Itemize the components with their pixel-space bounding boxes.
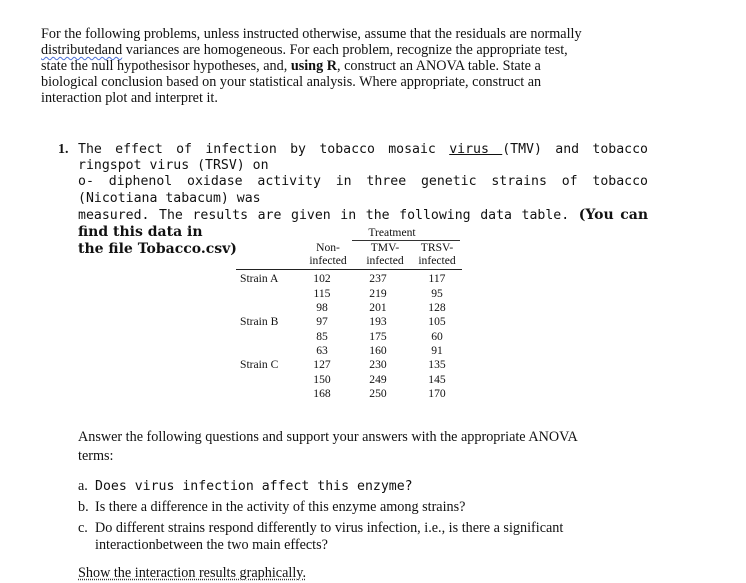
strain-a-non-values: 102 115 98 xyxy=(313,272,331,314)
strain-a-label: Strain A xyxy=(240,272,279,285)
strain-a-tmv-values: 237 219 201 xyxy=(369,272,387,314)
treatment-header: Treatment xyxy=(368,226,416,239)
show-interaction-instruction: Show the interaction results graphically. xyxy=(78,565,306,581)
intro-line-4: biological conclusion based on your statistical analysis. Where appropriate, construct an xyxy=(41,74,542,91)
strain-b-label: Strain B xyxy=(240,315,279,328)
strain-c-label: Strain C xyxy=(240,358,279,371)
strain-c-tmv-values: 230 249 250 xyxy=(369,358,387,400)
strain-b-tmv-values: 193 175 160 xyxy=(369,315,387,357)
intro-line-2: distributedand variances are homogeneous. For each problem, recognize the appropriate test, xyxy=(41,42,568,59)
problem-number: 1. xyxy=(58,142,69,157)
answer-line-1: Answer the following questions and support your answers with the appropriate ANOVA xyxy=(78,429,578,445)
strain-b-trsv-values: 105 60 91 xyxy=(428,315,446,357)
intro-line-5: interaction plot and interpret it. xyxy=(41,90,218,107)
header-rule xyxy=(236,269,462,270)
col-header-tmv-infected: TMV- infected xyxy=(366,241,404,267)
answer-line-2: terms: xyxy=(78,448,114,464)
spelling-flag[interactable]: distributedand xyxy=(41,42,123,59)
strain-c-trsv-values: 135 145 170 xyxy=(428,358,446,400)
intro-line-1: For the following problems, unless instructed otherwise, assume that the residuals are normally xyxy=(41,26,582,42)
strain-a-trsv-values: 117 95 128 xyxy=(428,272,446,314)
problem-text: The effect of infection by tobacco mosaic virus (TMV) and tobacco ringspot virus (TRSV) on o- diphenol oxidase activity in three genetic strains of tobacco (Nicotiana tabacum) was measured. The results are given in the following data table. (You can find this data in the file Tobacco.csv) xyxy=(78,142,648,258)
col-header-non-infected: Non- infected xyxy=(309,241,347,267)
answer-instructions xyxy=(78,428,646,466)
col-header-trsv-infected: TRSV- infected xyxy=(418,241,456,267)
virus-word: virus xyxy=(449,142,503,157)
strain-c-non-values: 127 150 168 xyxy=(313,358,331,400)
intro-paragraph xyxy=(41,26,649,106)
intro-line-3: state the null hypothesisor hypotheses, and, using R, construct an ANOVA table. State a xyxy=(41,58,541,75)
strain-b-non-values: 97 85 63 xyxy=(316,315,328,357)
